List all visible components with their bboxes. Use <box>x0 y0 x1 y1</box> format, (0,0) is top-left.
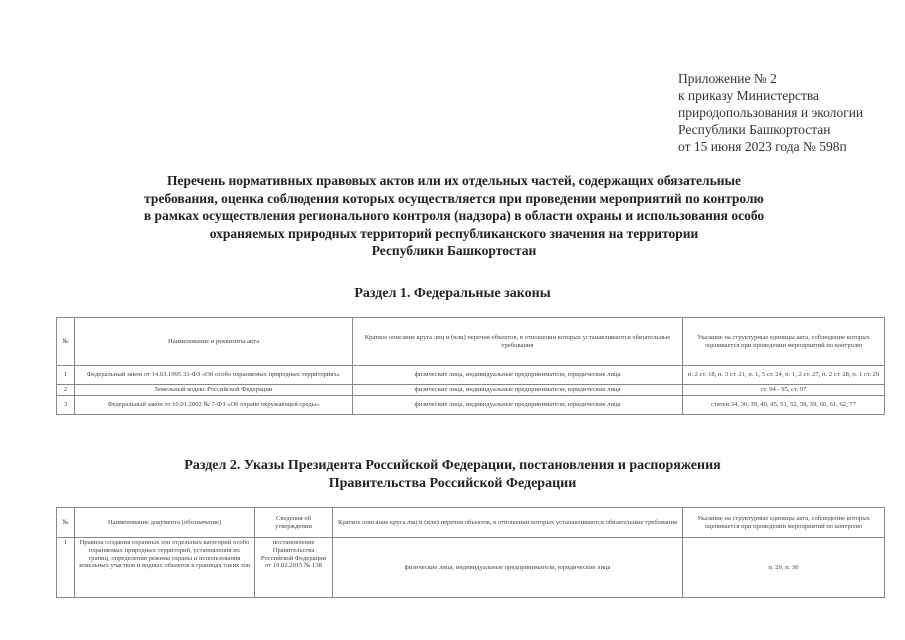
section2-table <box>56 507 885 598</box>
appendix-line: Республики Башкортостан <box>678 122 831 137</box>
title-line: охраняемых природных территорий республиканского значения на территории <box>209 225 699 241</box>
header-cell: Указание на структурные единицы акта, соблюдение которых оценивается при проведении мероприятий по контролю <box>683 318 885 366</box>
header-cell: Наименование и реквизиты акта <box>75 318 353 366</box>
approval-info: постановление Правительства Российской Федерации от 19.02.2015 № 138 <box>255 538 333 598</box>
section1-table <box>56 317 885 415</box>
title-line: требования, оценка соблюдения которых осуществляется при проведении мероприятий по контролю <box>144 190 764 206</box>
structural-units: статьи 34, 36, 39, 40, 45, 51, 52, 58, 59, 60, 61, 62, 77 <box>683 396 885 415</box>
persons-description: физические лица, индивидуальные предприниматели, юридические лица <box>333 538 683 598</box>
appendix-line: к приказу Министерства <box>678 88 820 103</box>
section2-heading-line: Правительства Российской Федерации <box>328 476 577 491</box>
row-number: 1 <box>57 366 75 385</box>
table-header-row <box>57 508 885 538</box>
act-name: Федеральный закон от 14.03.1995 33-ФЗ «Об особо охраняемых природных территориях» <box>75 366 353 385</box>
table-header-row <box>57 318 885 366</box>
persons-description: физические лица, индивидуальные предприниматели, юридические лица <box>353 396 683 415</box>
table-row <box>57 538 885 598</box>
structural-units: п. 29, п. 30 <box>683 538 885 598</box>
header-cell: Наименование документа (обозначение) <box>75 508 255 538</box>
header-cell: Краткое описание круга лиц и (или) перечня объектов, в отношении которых устанавливаются обязательные требования <box>333 508 683 538</box>
table-row <box>57 396 885 415</box>
persons-description: физические лица, индивидуальные предприниматели, юридические лица <box>353 366 683 385</box>
header-cell: № <box>57 318 75 366</box>
structural-units: п. 2 ст. 18, п. 3 ст. 21, п. 1, 5 ст. 24, п. 1, 2 ст. 27, п. 2 ст. 28, п. 1 ст. 29 <box>683 366 885 385</box>
header-cell: Сведения об утверждении <box>255 508 333 538</box>
appendix-block <box>678 70 863 155</box>
row-number: 1 <box>57 538 75 598</box>
table-row <box>57 366 885 385</box>
title-line: в рамках осуществления регионального контроля (надзора) в области охраны и использования особо <box>143 208 765 223</box>
header-cell: Указание на структурные единицы акта, соблюдение которых оценивается при проведении мероприятий по контролю <box>683 508 885 538</box>
structural-units: ст. 94 - 95, ст. 97 <box>683 385 885 396</box>
section2-heading <box>0 457 905 493</box>
row-number: 2 <box>57 385 75 396</box>
section1-heading: Раздел 1. Федеральные законы <box>354 286 551 301</box>
appendix-line: Приложение № 2 <box>678 71 777 86</box>
act-name: Земельный кодекс Российской Федерации <box>75 385 353 396</box>
act-name: Федеральный закон от 10.01.2002 № 7-ФЗ «Об охране окружающей среды» <box>75 396 353 415</box>
appendix-line: природопользования и экологии <box>678 105 864 120</box>
section2-heading-line: Раздел 2. Указы Президента Российской Федерации, постановления и распоряжения <box>184 458 721 473</box>
header-cell: № <box>57 508 75 538</box>
appendix-line: от 15 июня 2023 года № 598п <box>678 139 847 154</box>
document-title <box>90 172 818 260</box>
title-line: Республики Башкортостан <box>371 243 537 258</box>
persons-description: физические лица, индивидуальные предприниматели, юридические лица <box>353 385 683 396</box>
title-line: Перечень нормативных правовых актов или их отдельных частей, содержащих обязательные <box>166 173 742 188</box>
table-row <box>57 385 885 396</box>
document-name: Правила создания охранных зон отдельных категорий особо охраняемых природных территорий, установления их границ, определения режима охраны и использования земельных участков и водных объектов в границах таких зон <box>75 538 255 598</box>
row-number: 3 <box>57 396 75 415</box>
header-cell: Краткое описание круга лиц и (или) перечня объектов, в отношении которых устанавливаются обязательные требования <box>353 318 683 366</box>
